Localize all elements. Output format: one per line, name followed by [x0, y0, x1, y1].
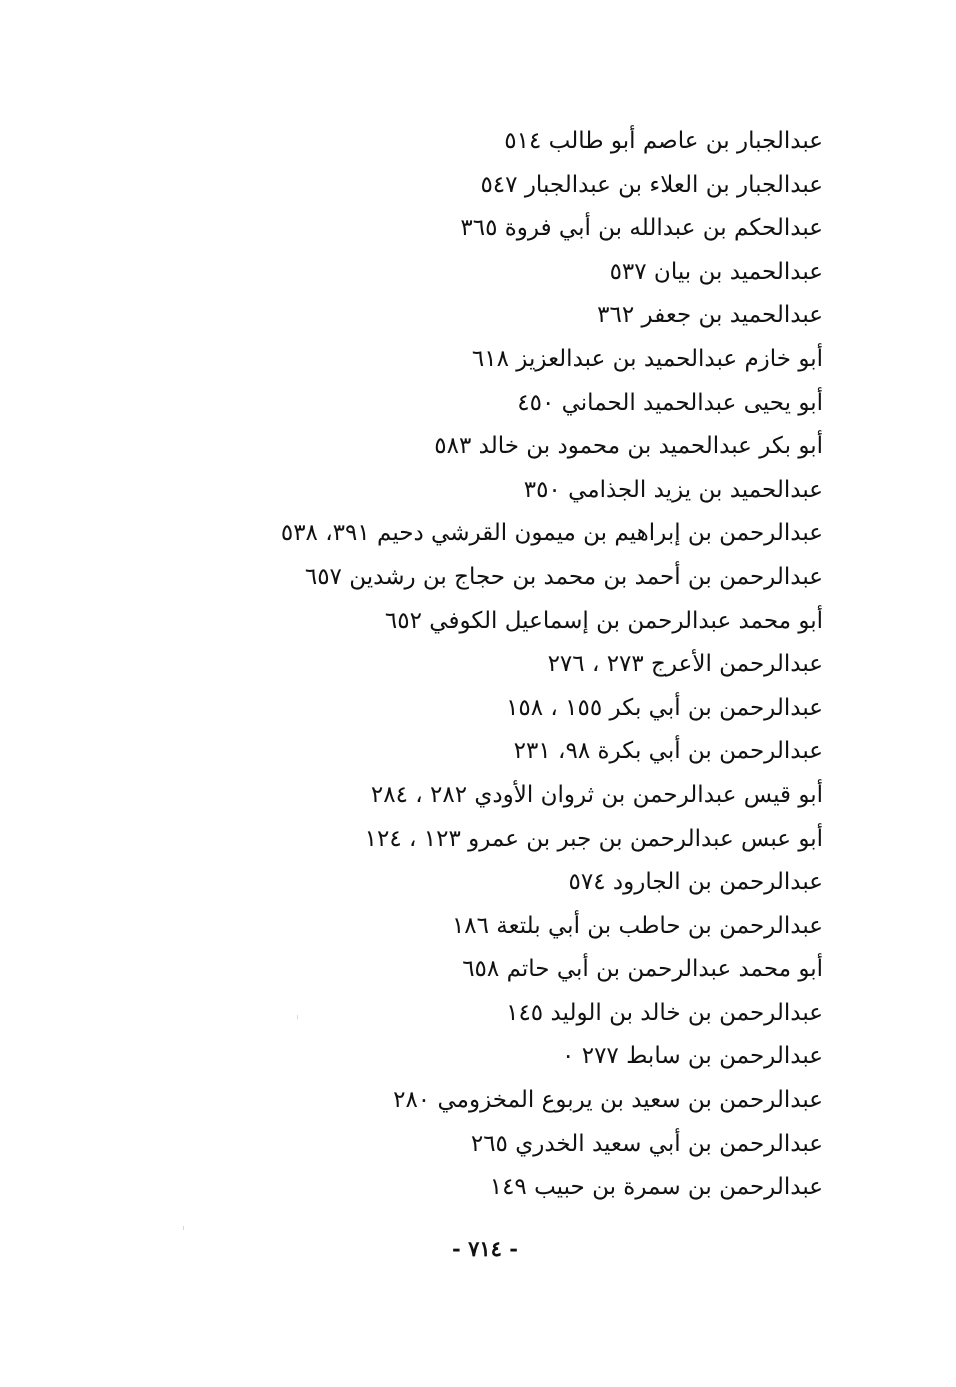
index-entry: عبدالرحمن بن سابط ٢٧٧ ٠: [562, 1043, 823, 1070]
index-entry: عبدالرحمن بن حاطب بن أبي بلتعة ١٨٦: [451, 912, 823, 939]
index-entry: عبدالرحمن بن أحمد بن محمد بن حجاج بن رشدين ٦٥٧: [304, 563, 823, 590]
index-entry: عبدالرحمن بن أبي بكر ١٥٥ ، ١٥٨: [506, 694, 823, 721]
index-entry: عبدالرحمن بن سعيد بن يربوع المخزومي ٢٨٠: [393, 1087, 823, 1114]
index-entry: أبو خازم عبدالحميد بن عبدالعزيز ٦١٨: [471, 345, 823, 372]
index-entry: عبدالرحمن بن أبي بكرة ٩٨، ٢٣١: [513, 738, 823, 765]
index-entry: عبدالرحمن بن إبراهيم بن ميمون القرشي دحيم ٣٩١، ٥٣٨: [280, 520, 823, 547]
index-entry: أبو قيس عبدالرحمن بن ثروان الأودي ٢٨٢ ، ٢٨٤: [370, 781, 823, 808]
index-entry: عبدالحميد بن جعفر ٣٦٢: [597, 302, 823, 329]
index-entry: عبدالجبار بن العلاء بن عبدالجبار ٥٤٧: [480, 171, 823, 198]
index-entry: أبو محمد عبدالرحمن بن إسماعيل الكوفي ٦٥٢: [384, 607, 823, 634]
page-number: - ٧١٤ -: [452, 1236, 518, 1261]
index-entry: أبو يحيى عبدالحميد الحماني ٤٥٠: [517, 389, 823, 416]
index-entry: أبو محمد عبدالرحمن بن أبي حاتم ٦٥٨: [462, 956, 823, 983]
index-entry: أبو بكر عبدالحميد بن محمود بن خالد ٥٨٣: [434, 433, 823, 460]
scan-mark: [183, 1226, 184, 1230]
index-entry: عبدالرحمن الأعرج ٢٧٣ ، ٢٧٦: [547, 651, 823, 678]
index-entry: أبو عبس عبدالرحمن بن جبر بن عمرو ١٢٣ ، ١٢٤: [364, 825, 823, 852]
index-entry: عبدالحميد بن يزيد الجذامي ٣٥٠: [523, 476, 823, 503]
index-entry: عبدالحميد بن بيان ٥٣٧: [609, 258, 823, 285]
index-entry: عبدالجبار بن عاصم أبو طالب ٥١٤: [504, 128, 823, 154]
index-entry: عبدالرحمن بن أبي سعيد الخدري ٢٦٥: [470, 1130, 823, 1157]
scan-mark: [297, 1015, 298, 1019]
index-entry: عبدالرحمن بن خالد بن الوليد ١٤٥: [506, 999, 823, 1026]
index-entry: عبدالحكم بن عبدالله بن أبي فروة ٣٦٥: [460, 215, 823, 242]
index-entry: عبدالرحمن بن سمرة بن حبيب ١٤٩: [489, 1174, 823, 1201]
name-index-list: [123, 120, 823, 1210]
index-entry: عبدالرحمن بن الجارود ٥٧٤: [568, 869, 823, 896]
